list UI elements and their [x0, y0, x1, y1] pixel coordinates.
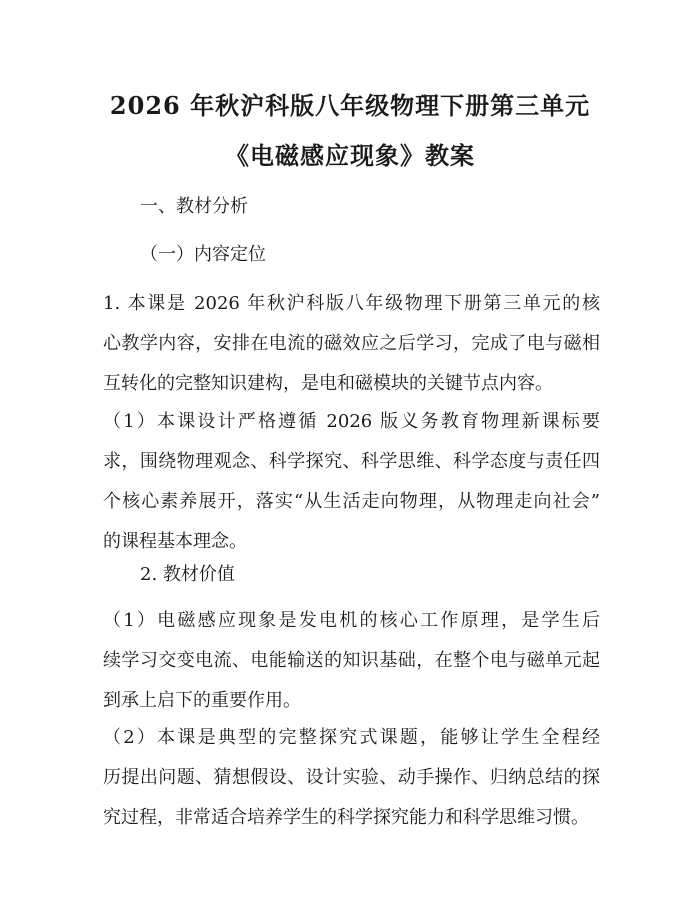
document-title-line1: 2026 年秋沪科版八年级物理下册第三单元 — [109, 91, 591, 120]
paragraph-line: 心教学内容，安排在电流的磁效应之后学习，完成了电与磁相 — [103, 333, 600, 354]
paragraph-line: 互转化的完整知识建构，是电和磁模块的关键节点内容。 — [103, 373, 553, 394]
document-title-line2: 《电磁感应现象》教案 — [225, 141, 475, 170]
section-heading-teaching-material-analysis: 一、教材分析 — [140, 196, 248, 217]
paragraph-content-positioning — [103, 284, 600, 404]
paragraph-curriculum-standard — [103, 402, 600, 562]
paragraph-generator-principle — [103, 601, 600, 721]
paragraph-inquiry-process — [103, 718, 600, 838]
paragraph-line: 个核心素养展开，落实“从生活走向物理，从物理走向社会” — [103, 491, 600, 512]
paragraph-line: （1）本课设计严格遵循 2026 版义务教育物理新课标要 — [103, 411, 600, 432]
paragraph-line: 1. 本课是 2026 年秋沪科版八年级物理下册第三单元的核 — [103, 293, 600, 314]
subsection-heading-content-positioning: （一）内容定位 — [140, 244, 266, 265]
paragraph-line: 究过程，非常适合培养学生的科学探究能力和科学思维习惯。 — [103, 807, 589, 828]
paragraph-line: （2）本课是典型的完整探究式课题，能够让学生全程经 — [103, 727, 600, 748]
paragraph-line: 历提出问题、猜想假设、设计实验、动手操作、归纳总结的探 — [103, 767, 600, 788]
paragraph-line: 到承上启下的重要作用。 — [103, 690, 301, 711]
paragraph-line: 续学习交变电流、电能输送的知识基础，在整个电与磁单元起 — [103, 650, 600, 671]
paragraph-line: 的课程基本理念。 — [103, 531, 247, 552]
paragraph-line: （1）电磁感应现象是发电机的核心工作原理，是学生后 — [103, 610, 600, 631]
item-heading-material-value: 2. 教材价值 — [140, 564, 235, 585]
paragraph-line: 求，围绕物理观念、科学探究、科学思维、科学态度与责任四 — [103, 451, 600, 472]
